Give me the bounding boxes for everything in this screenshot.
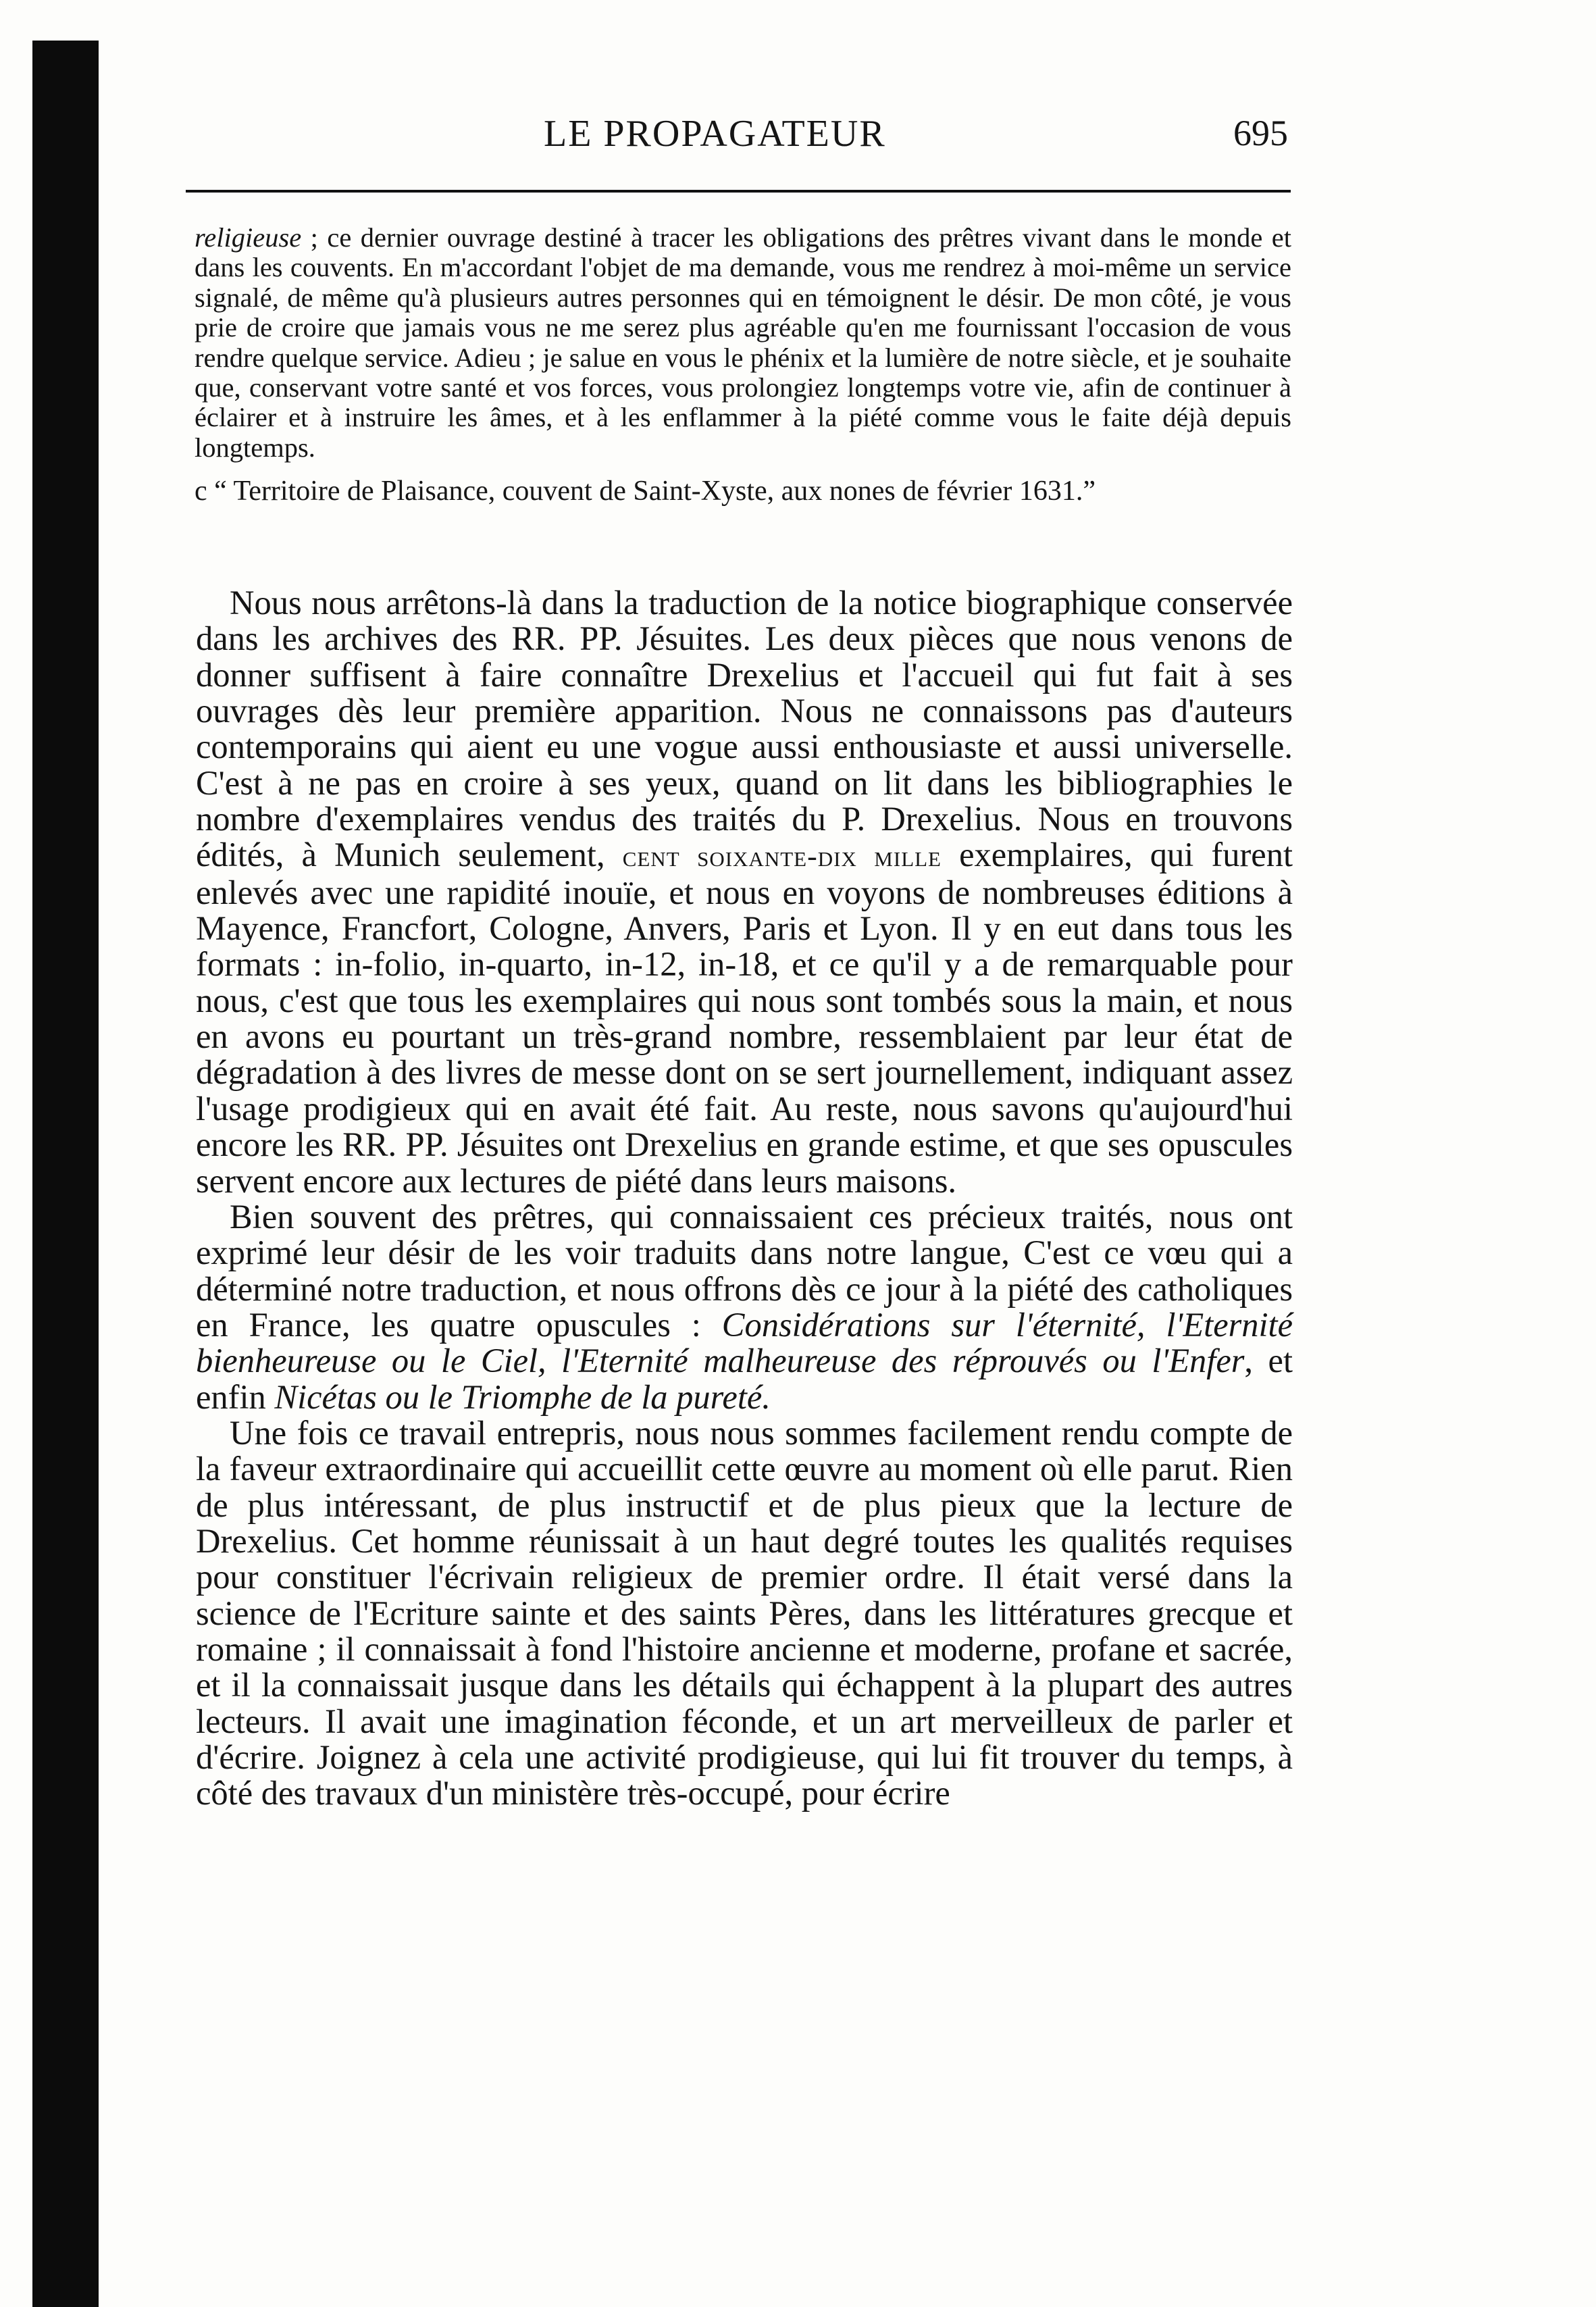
main-text — [196, 585, 1293, 1812]
running-title: LE PROPAGATEUR — [544, 113, 886, 155]
paragraph-2 — [196, 1199, 1293, 1415]
paragraph-1-part-b: exemplaires, qui furent enlevés avec une rapidité inouïe, et nous en voyons de nombreuses éditions à Mayence, Francfort, Cologne, Anvers, Paris et Lyon. Il y en eut dans tous les formats : in-folio, in-quarto, in-12, in-18, et ce qu'il y a de remarquable pour nous, c'est que tous les exemplaires qui nous sont tombés sous la main, et nous en avons eu pourtant un très-grand nombre, ressemblaient par leur état de dégradation à des livres de messe dont on se sert journellement, indiquant assez l'usage prodigieux qui en avait été fait. Au reste, nous savons qu'aujourd'hui encore les RR. PP. Jésuites ont Drexelius en grande estime, et que ses opuscules servent encore aux lectures de piété dans leurs maisons. — [196, 836, 1293, 1200]
letter-first-word: religieuse — [195, 222, 302, 253]
scan-binding-edge — [32, 41, 99, 2307]
page-header — [192, 112, 1295, 166]
paragraph-2-part-b: , et enfin — [196, 1342, 1293, 1416]
letter-paragraph — [195, 223, 1291, 463]
paragraph-1 — [196, 585, 1293, 1199]
page-number: 695 — [1233, 113, 1288, 153]
book-titles: Considérations sur l'éternité, l'Eternité bienheureuse ou le Ciel, l'Eternité malheureuse des réprouvés ou l'Enfer — [196, 1305, 1293, 1380]
header-rule — [186, 190, 1291, 193]
letter-signature: c “ Territoire de Plaisance, couvent de Saint-Xyste, aux nones de février 1631.” — [195, 476, 1096, 507]
paragraph-1-small-caps: cent soixante-dix mille — [622, 840, 942, 873]
book-title-nicetas: Nicétas ou le Triomphe de la pureté. — [274, 1377, 771, 1416]
letter-text: ; ce dernier ouvrage destiné à tracer les obligations des prêtres vivant dans le monde et dans les couvents. En m'accordant l'objet de ma demande, vous me rendrez à moi-même un service signalé, de même qu'à plusieurs autres personnes qui en témoignent le désir. De mon côté, je vous prie de croire que jamais vous ne me serez plus agréable qu'en me fournissant l'occasion de vous rendre quelque service. Adieu ; je salue en vous le phénix et la lumière de notre siècle, et je souhaite que, conservant votre santé et vos forces, vous prolongiez longtemps votre vie, afin de continuer à éclairer et à instruire les âmes, et à les enflammer à la piété comme vous le faite déjà depuis longtemps. — [195, 222, 1291, 463]
paragraph-1-part-a: Nous nous arrêtons-là dans la traduction de la notice biographique conservée dans les archives des RR. PP. Jésuites. Les deux pièces que nous venons de donner suffisent à faire connaître Drexelius et l'accueil qui fut fait à ses ouvrages dès leur première apparition. Nous ne connaissons pas d'auteurs contemporains qui aient eu une vogue aussi enthousiaste et aussi universelle. C'est à ne pas en croire à ses yeux, quand on lit dans les bibliographies le nombre d'exemplaires vendus des traités du P. Drexelius. Nous en trouvons édités, à Munich seulement, — [196, 584, 1293, 874]
paragraph-3: Une fois ce travail entrepris, nous nous sommes facilement rendu compte de la faveur extraordinaire qui accueillit cette œuvre au moment où elle parut. Rien de plus intéressant, de plus instructif et de plus pieux que la lecture de Drexelius. Cet homme réunissait à un haut degré toutes les qualités requises pour constituer l'écrivain religieux de premier ordre. Il était versé dans la science de l'Ecriture sainte et des saints Pères, dans les littératures grecque et romaine ; il connaissait à fond l'histoire ancienne et moderne, profane et sacrée, et il la connaissait jusque dans les détails qui échappent à la plupart des autres lecteurs. Il avait une imagination féconde, et un art merveilleux de parler et d'écrire. Joignez à cela une activité prodigieuse, qui lui fit trouver du temps, à côté des travaux d'un ministère très-occupé, pour écrire — [196, 1413, 1293, 1812]
paragraph-2-part-a: Bien souvent des prêtres, qui connaissaient ces précieux traités, nous ont exprimé leur désir de les voir traduits dans notre langue, C'est ce vœu qui a déterminé notre traduction, et nous offrons dès ce jour à la piété des catholiques en France, les quatre opuscules : — [196, 1197, 1293, 1344]
letter-excerpt — [195, 223, 1291, 507]
